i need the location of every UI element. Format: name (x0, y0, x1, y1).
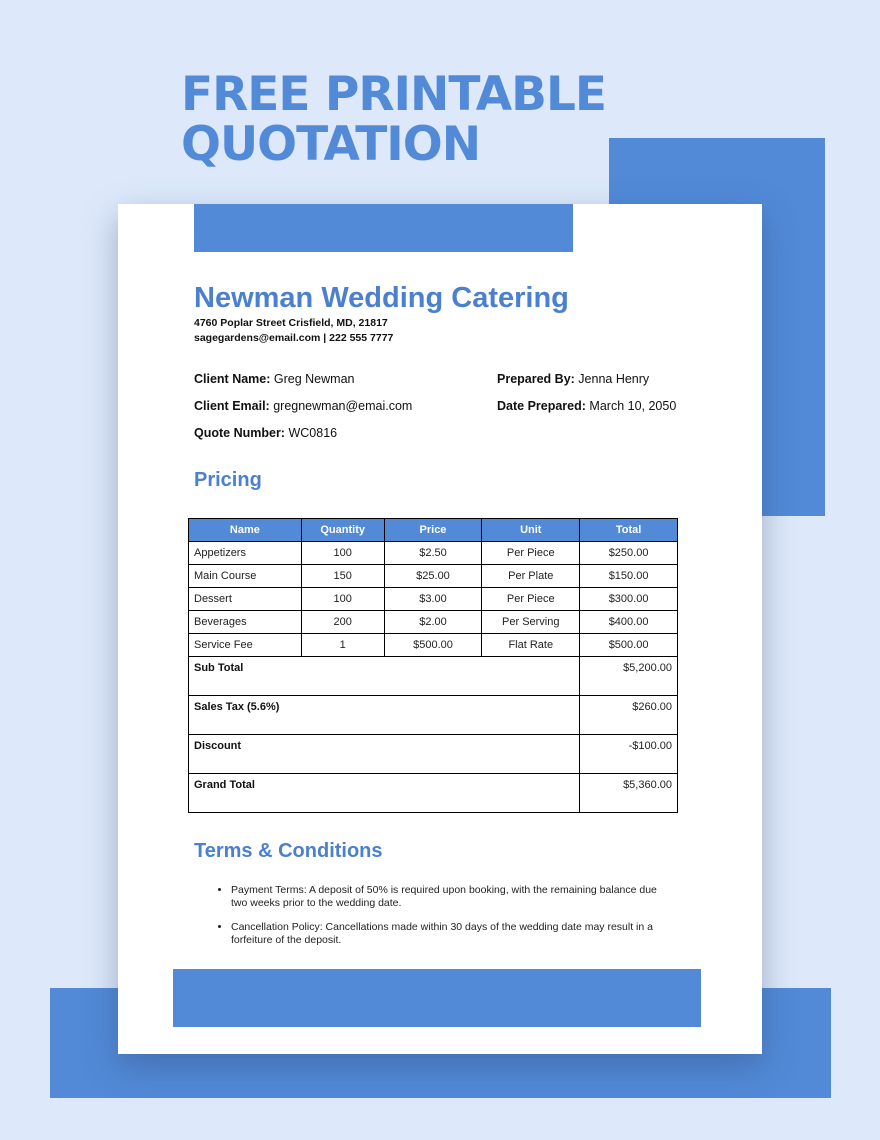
cell-price: $25.00 (384, 565, 482, 588)
pricing-header-row (189, 519, 678, 542)
hero-title-line-2: QUOTATION (181, 117, 481, 172)
company-address: 4760 Poplar Street Crisfield, MD, 21817 (194, 317, 388, 329)
table-row (189, 565, 678, 588)
table-row (189, 588, 678, 611)
col-header-price: Price (384, 519, 482, 542)
client-name-label: Client Name: (194, 372, 271, 386)
summary-row-grand-total (189, 774, 678, 813)
cell-quantity: 100 (301, 542, 384, 565)
summary-row-sales-tax (189, 696, 678, 735)
col-header-unit: Unit (482, 519, 580, 542)
summary-value: $260.00 (580, 696, 678, 735)
pricing-table (188, 518, 678, 813)
col-header-quantity: Quantity (301, 519, 384, 542)
hero-title-line-1: FREE PRINTABLE (181, 67, 606, 122)
terms-heading: Terms & Conditions (194, 840, 383, 862)
quote-number (194, 426, 337, 440)
cell-name: Main Course (189, 565, 302, 588)
cell-total: $250.00 (580, 542, 678, 565)
cell-name: Dessert (189, 588, 302, 611)
cell-unit: Flat Rate (482, 634, 580, 657)
cell-unit: Per Serving (482, 611, 580, 634)
company-contact: sagegardens@email.com | 222 555 7777 (194, 332, 394, 344)
client-email-label: Client Email: (194, 399, 270, 413)
summary-label: Sales Tax (5.6%) (189, 696, 580, 735)
cell-total: $150.00 (580, 565, 678, 588)
cell-price: $500.00 (384, 634, 482, 657)
header-band (194, 204, 573, 252)
table-row (189, 611, 678, 634)
cell-unit: Per Plate (482, 565, 580, 588)
cell-quantity: 100 (301, 588, 384, 611)
date-prepared (497, 399, 676, 413)
footer-band (173, 969, 701, 1027)
quote-number-value: WC0816 (288, 426, 338, 440)
client-name (194, 372, 354, 386)
cell-price: $2.00 (384, 611, 482, 634)
col-header-total: Total (580, 519, 678, 542)
terms-list (214, 884, 676, 958)
prepared-by-label: Prepared By: (497, 372, 575, 386)
prepared-by (497, 372, 649, 386)
table-row (189, 634, 678, 657)
cell-quantity: 1 (301, 634, 384, 657)
cell-total: $400.00 (580, 611, 678, 634)
cell-name: Beverages (189, 611, 302, 634)
hero-title (181, 67, 606, 172)
cell-name: Service Fee (189, 634, 302, 657)
cell-quantity: 200 (301, 611, 384, 634)
summary-value: $5,360.00 (580, 774, 678, 813)
summary-row-subtotal (189, 657, 678, 696)
table-row (189, 542, 678, 565)
cell-quantity: 150 (301, 565, 384, 588)
cell-total: $500.00 (580, 634, 678, 657)
list-item: • Payment Terms: A deposit of 50% is required upon booking, with the remaining balance due two weeks prior to the wedding date. (231, 884, 676, 910)
col-header-name: Name (189, 519, 302, 542)
client-name-value: Greg Newman (273, 372, 355, 386)
cell-name: Appetizers (189, 542, 302, 565)
summary-label: Grand Total (189, 774, 580, 813)
prepared-by-value: Jenna Henry (578, 372, 650, 386)
summary-label: Discount (189, 735, 580, 774)
cell-price: $2.50 (384, 542, 482, 565)
list-item: • Cancellation Policy: Cancellations made within 30 days of the wedding date may result in a forfeiture of the deposit. (231, 921, 676, 947)
date-prepared-value: March 10, 2050 (589, 399, 677, 413)
pricing-heading: Pricing (194, 469, 262, 491)
cell-total: $300.00 (580, 588, 678, 611)
quotation-document (118, 204, 762, 1054)
client-email-value: gregnewman@emai.com (273, 399, 413, 413)
cell-price: $3.00 (384, 588, 482, 611)
cell-unit: Per Piece (482, 542, 580, 565)
summary-value: $5,200.00 (580, 657, 678, 696)
cell-unit: Per Piece (482, 588, 580, 611)
summary-value: -$100.00 (580, 735, 678, 774)
client-email (194, 399, 412, 413)
summary-row-discount (189, 735, 678, 774)
summary-label: Sub Total (189, 657, 580, 696)
quote-number-label: Quote Number: (194, 426, 285, 440)
date-prepared-label: Date Prepared: (497, 399, 586, 413)
company-name: Newman Wedding Catering (194, 282, 569, 314)
